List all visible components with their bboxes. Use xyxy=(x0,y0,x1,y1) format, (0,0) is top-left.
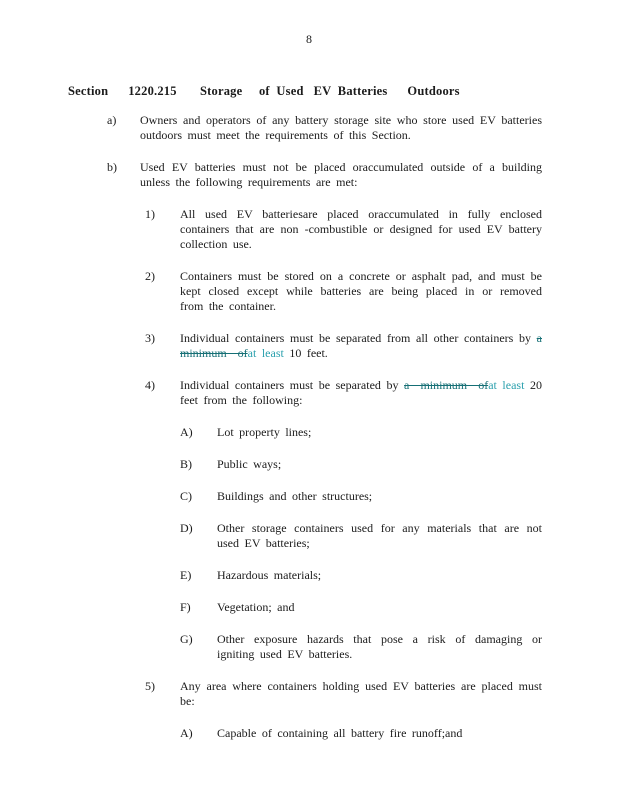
item-label: 1) xyxy=(145,207,155,221)
item-text: Public ways; xyxy=(217,457,282,471)
item-text xyxy=(180,378,542,408)
item-text: Containers must be stored on a concrete or asphalt pad, and must be kept closed except while batteries are being placed in or removed from the container. xyxy=(180,269,542,313)
item-label: C) xyxy=(180,489,192,503)
section-heading: Section 1220.215 Storage of Used EV Batteries Outdoors xyxy=(68,84,460,98)
list-item xyxy=(180,726,618,741)
item-label: G) xyxy=(180,632,193,646)
list-item xyxy=(180,489,618,504)
item-text: Hazardous materials; xyxy=(217,568,322,582)
item-text: Capable of containing all battery fire runoff;and xyxy=(217,726,463,740)
list-item xyxy=(145,269,618,314)
list-item xyxy=(180,632,618,662)
body-text: 20 feet from the following: xyxy=(180,378,542,407)
item-text: Used EV batteries must not be placed oraccumulated outside of a building unless the following requirements are met: xyxy=(140,160,542,189)
item-label: a) xyxy=(107,113,117,127)
item-label: F) xyxy=(180,600,191,614)
item-text: Other exposure hazards that pose a risk of damaging or igniting used EV batteries. xyxy=(217,632,542,661)
item-text xyxy=(180,331,542,361)
item-text: Vegetation; and xyxy=(217,600,295,614)
item-label: A) xyxy=(180,425,193,439)
list-item xyxy=(180,600,618,615)
item-label: 2) xyxy=(145,269,155,283)
list-item xyxy=(180,425,618,440)
item-label: b) xyxy=(107,160,117,174)
item-text: Other storage containers used for any materials that are not used EV batteries; xyxy=(217,521,542,550)
list-item xyxy=(145,378,618,408)
page-number: 8 xyxy=(306,32,312,46)
item-text: Lot property lines; xyxy=(217,425,312,439)
inserted-text: at least xyxy=(488,378,525,392)
deleted-text: a minimum of xyxy=(180,331,542,360)
item-label: 3) xyxy=(145,331,155,345)
item-label: D) xyxy=(180,521,193,535)
body-text: 10 feet. xyxy=(283,346,328,360)
item-text: Any area where containers holding used EV batteries are placed must be: xyxy=(180,679,542,708)
item-text: Buildings and other structures; xyxy=(217,489,373,503)
list-item xyxy=(180,521,618,551)
items-list xyxy=(0,113,618,741)
list-item xyxy=(180,568,618,583)
deleted-text: a minimum of xyxy=(404,378,489,392)
item-label: 4) xyxy=(145,378,155,392)
item-label: E) xyxy=(180,568,192,582)
item-label: B) xyxy=(180,457,192,471)
list-item xyxy=(107,113,618,143)
inserted-text: at least xyxy=(247,346,284,360)
list-item xyxy=(145,679,618,709)
list-item xyxy=(180,457,618,472)
list-item xyxy=(145,207,618,252)
item-text: Owners and operators of any battery storage site who store used EV batteries outdoors must meet the requirements of this Section. xyxy=(140,113,542,142)
list-item xyxy=(145,331,618,361)
item-label: 5) xyxy=(145,679,155,693)
body-text: Individual containers must be separated from all other containers by xyxy=(180,331,537,345)
item-label: A) xyxy=(180,726,193,740)
body-text: Individual containers must be separated by xyxy=(180,378,405,392)
list-item xyxy=(107,160,618,190)
item-text: All used EV batteriesare placed oraccumulated in fully enclosed containers that are non -combustible or designed for used EV battery collection use. xyxy=(180,207,542,251)
